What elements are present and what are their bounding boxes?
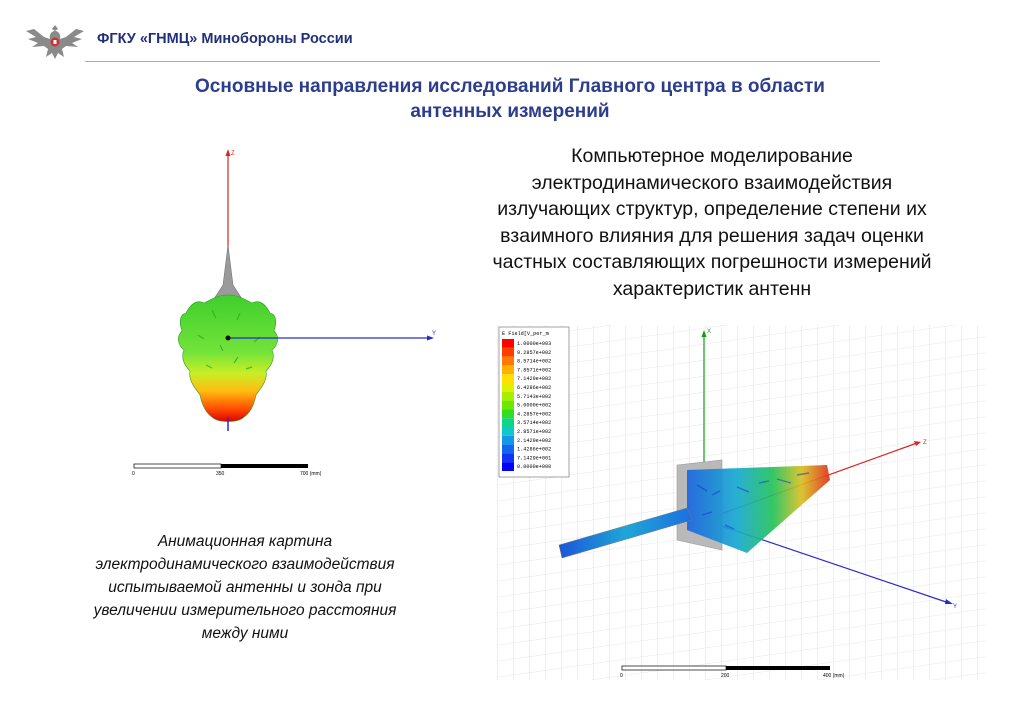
legend-swatch <box>502 357 514 366</box>
page-title <box>60 74 960 124</box>
legend-value: 4.2857e+002 <box>517 411 552 418</box>
figure-caption <box>55 530 435 645</box>
legend-swatch <box>502 445 514 454</box>
efield-simulation-figure <box>497 325 985 680</box>
scale-label-400: 400 (mm) <box>823 673 845 679</box>
legend-swatch <box>502 383 514 392</box>
scale-label-700: 700 (mm) <box>300 471 322 477</box>
legend-value: 8.5714e+002 <box>517 358 552 365</box>
y-axis-label: Y <box>953 604 958 610</box>
legend-value: 2.8571e+002 <box>517 429 552 435</box>
legend-value: 7.8571e+002 <box>517 367 552 374</box>
description-text <box>438 143 986 302</box>
legend-swatch <box>502 409 514 418</box>
emblem-icon <box>24 19 86 65</box>
legend-value: 3.5714e+002 <box>517 420 552 427</box>
z-axis-label: Z <box>231 151 235 157</box>
header-divider <box>85 61 880 62</box>
scale-label-0: 0 <box>132 471 135 477</box>
radiation-pattern-lobe <box>178 295 277 422</box>
legend-value: 5.0000e+002 <box>517 402 552 409</box>
page-title-line-2: антенных измерений <box>410 101 610 122</box>
caption-line: электродинамического взаимодействия <box>95 556 395 573</box>
scale-bar-white <box>134 464 221 468</box>
scale-bar-black <box>221 464 308 468</box>
caption-line: между ними <box>201 625 289 642</box>
legend-swatch <box>502 401 514 410</box>
legend-swatch <box>502 427 514 436</box>
legend-value: 6.4286e+002 <box>517 385 552 391</box>
scale-bar-black <box>726 666 830 670</box>
legend-swatch <box>502 462 514 471</box>
legend-entries <box>502 339 551 471</box>
page-title-line-1: Основные направления исследований Главного центра в области <box>195 76 825 97</box>
scale-label-0: 0 <box>620 673 623 679</box>
description-line: характеристик антенн <box>612 277 812 300</box>
caption-line: испытываемой антенны и зонда при <box>108 579 382 596</box>
legend-value: 0.0000e+000 <box>517 464 552 471</box>
scale-label-200: 200 <box>721 673 730 679</box>
description-line: Компьютерное моделирование <box>571 145 853 167</box>
legend-swatch <box>502 339 514 348</box>
description-line: частных составляющих погрешности измерений <box>492 251 932 273</box>
legend-swatch <box>502 418 514 427</box>
description-line: электродинамического взаимодействия <box>531 171 893 194</box>
header-organization: ФГКУ «ГНМЦ» Минобороны России <box>97 31 353 47</box>
legend-value: 1.4286e+002 <box>517 446 552 453</box>
x-axis-label: X <box>707 329 712 335</box>
legend-value: 9.2857e+002 <box>517 349 552 356</box>
legend-swatch <box>502 348 514 357</box>
legend-swatch <box>502 365 514 374</box>
legend-value: 7.1429e+002 <box>517 376 552 383</box>
legend-swatch <box>502 436 514 445</box>
caption-line: Анимационная картина <box>157 533 333 550</box>
legend-swatch <box>502 453 514 462</box>
legend-value: 5.7143e+002 <box>517 393 552 400</box>
scale-bar-white <box>622 666 726 670</box>
caption-line: увеличении измерительного расстояния <box>93 602 397 619</box>
y-axis-label: Y <box>432 331 437 337</box>
description-line: взаимного влияния для решения задач оценки <box>500 224 924 247</box>
description-line: излучающих структур, определение степени их <box>497 198 927 220</box>
legend-swatch <box>502 374 514 383</box>
legend-title: E Field[V_per_m <box>502 331 549 337</box>
legend-value: 2.1429e+002 <box>517 437 552 444</box>
legend-value: 7.1429e+001 <box>517 455 552 462</box>
z-axis-label: Z <box>923 440 927 446</box>
legend-value: 1.0000e+003 <box>517 341 552 347</box>
legend-swatch <box>502 392 514 401</box>
scale-label-350: 350 <box>216 471 225 477</box>
radiation-pattern-figure <box>120 145 450 490</box>
